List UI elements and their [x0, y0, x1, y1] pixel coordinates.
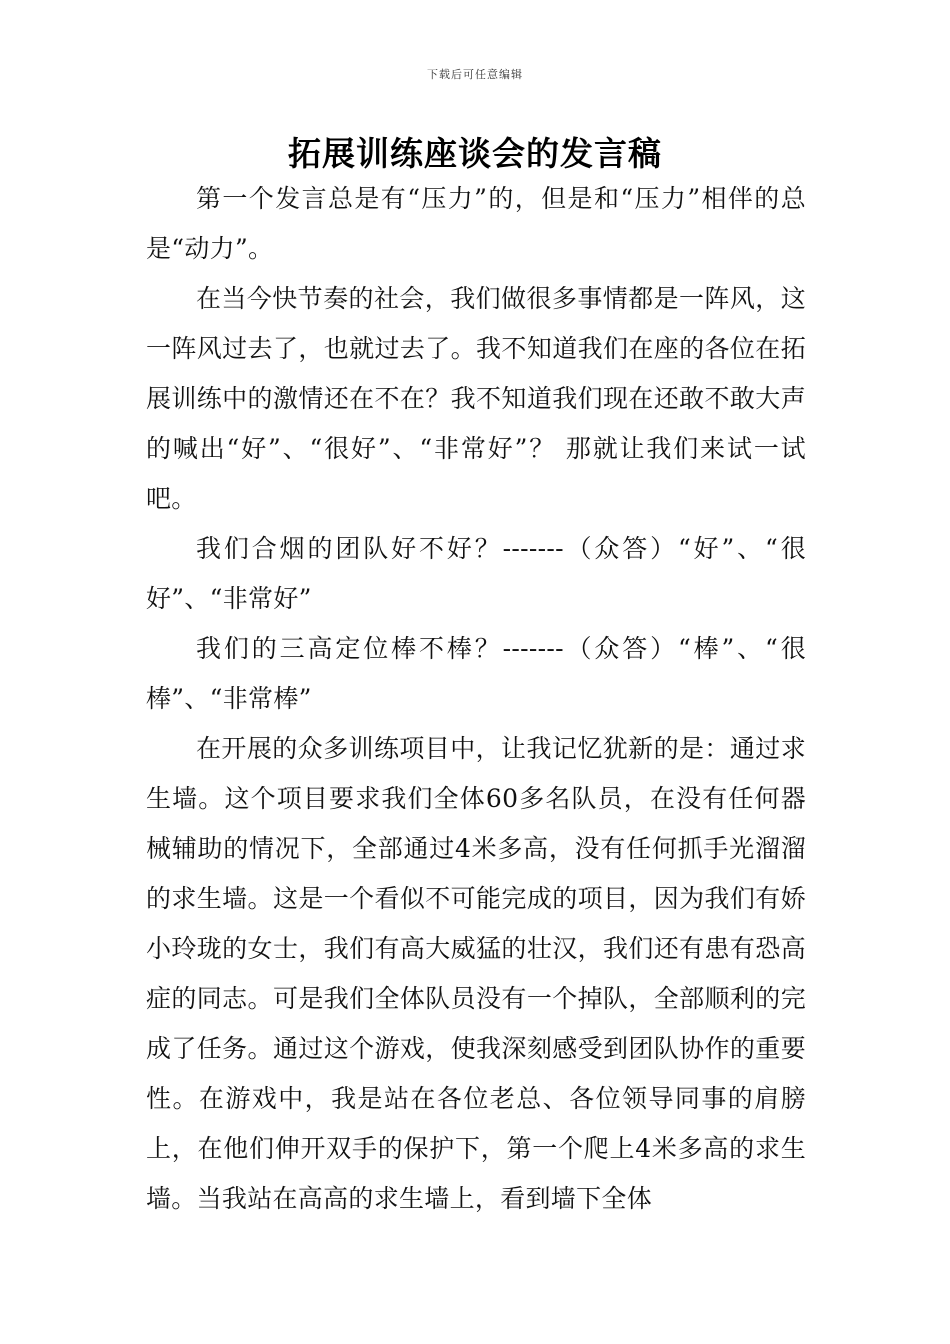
document-body [146, 174, 806, 1224]
paragraph-1: 第一个发言总是有“压力”的，但是和“压力”相伴的总是“动力”。 [146, 184, 806, 263]
paragraph-2: 在当今快节奏的社会，我们做很多事情都是一阵风，这一阵风过去了，也就过去了。我不知道我们在座的各位在拓展训练中的激情还在不在？我不知道我们现在还敢不敢大声的喊出“好”、“很好”、“非常好”？ 那就让我们来试一试吧。 [146, 284, 806, 513]
paragraph-3: 我们合烟的团队好不好？-------（众答）“好”、“很好”、“非常好” [146, 534, 806, 613]
paragraph-4: 我们的三高定位棒不棒？-------（众答）“棒”、“很棒”、“非常棒” [146, 634, 806, 713]
document-title: 拓展训练座谈会的发言稿 [288, 134, 662, 173]
header-note: 下载后可任意编辑 [427, 68, 523, 81]
paragraph-5: 在开展的众多训练项目中，让我记忆犹新的是：通过求生墙。这个项目要求我们全体60多名队员，在没有任何器械辅助的情况下，全部通过4米多高，没有任何抓手光溜溜的求生墙。这是一个看似不可能完成的项目，因为我们有娇小玲珑的女士，我们有高大威猛的壮汉，我们还有患有恐高症的同志。可是我们全体队员没有一个掉队，全部顺利的完成了任务。通过这个游戏，使我深刻感受到团队协作的重要性。在游戏中，我是站在各位老总、各位领导同事的肩膀上，在他们伸开双手的保护下，第一个爬上4米多高的求生墙。当我站在高高的求生墙上，看到墙下全体 [146, 734, 806, 1213]
